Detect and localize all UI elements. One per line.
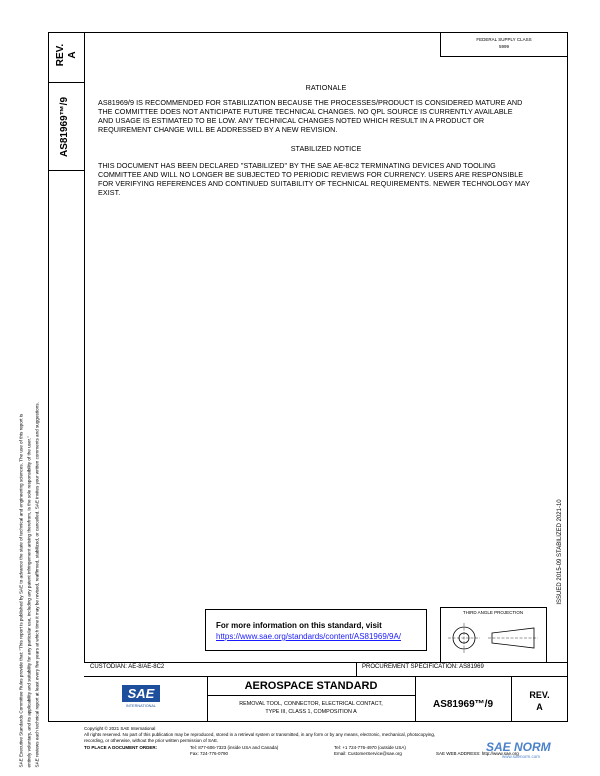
side-disclaimer-line2: entirely voluntary, and its applicability and suitability for any particular use, including any patent infringement arising therefrom, is the sole responsibility of the user." — [26, 436, 32, 768]
more-info-box — [205, 609, 427, 651]
left-rev-value: A — [67, 51, 78, 59]
item-name-line1: REMOVAL TOOL, CONNECTOR, ELECTRICAL CONTACT, — [239, 701, 383, 707]
left-rev-label: REV. — [55, 43, 66, 67]
projection-box-top — [440, 607, 546, 608]
svg-text:SAE: SAE — [127, 686, 155, 701]
order-tel-outside: Tel: +1 724-776-4970 (outside USA) — [334, 745, 406, 750]
footer-mid-line — [84, 676, 568, 677]
order-label: TO PLACE A DOCUMENT ORDER: — [84, 745, 158, 750]
custodian: CUSTODIAN: AE-8/AE-8C2 — [90, 664, 165, 670]
item-name-line2: TYPE III, CLASS 1, COMPOSITION A — [265, 709, 357, 715]
sae-logo — [118, 681, 164, 709]
left-doc-number: AS81969™/9 — [59, 96, 70, 158]
footer-doc-number: AS81969™/9 — [432, 699, 494, 710]
rationale-body: AS81969/9 IS RECOMMENDED FOR STABILIZATION BECAUSE THE PROCESSES/PRODUCT IS CONSIDERED MATURE AND THE COMMITTEE DOES NOT ANTICIPATE FUTURE TECHNICAL CHANGES. NO QPL SOURCE IS CURRENTLY AVAILABLE AND USAGE IS ESTIMATED TO BE LOW. ANY TECHNICAL CHANGES NOTED WHICH RESULT IN A PRODUCT OR REQUIREMENT CHANGE WILL BE ADDRESSED BY A NEW REVISION. — [98, 98, 523, 134]
fsc-code: 5999 — [498, 44, 509, 49]
projection-box-right — [546, 607, 547, 662]
rationale-heading: RATIONALE — [305, 83, 347, 92]
footer-rev-value: A — [536, 702, 543, 712]
standard-title: AEROSPACE STANDARD — [244, 680, 378, 692]
projection-box-left — [440, 607, 441, 662]
copyright-line1: Copyright © 2021 SAE International — [84, 726, 156, 731]
side-disclaimer-line3: SAE reviews each technical report at least every five years at which time it may be revised, reaffirmed, stabilized, or cancelled. SAE invites your written comments and suggestions. — [34, 402, 40, 768]
stabilized-heading: STABILIZED NOTICE — [290, 144, 362, 153]
side-disclaimer-line1: SAE Executive Standards Committee Rules provide that: "This report is published by SAE to advance the state of technical and engineering sciences. The use of this report is — [18, 413, 24, 768]
fsc-box-left — [440, 32, 441, 56]
procurement-spec: PROCUREMENT SPECIFICATION: AS81969 — [362, 664, 484, 670]
svg-text:INTERNATIONAL: INTERNATIONAL — [125, 704, 157, 708]
left-column-number-divider — [48, 170, 85, 171]
issue-dates: ISSUED 2015-09 STABILIZED 2021-10 — [557, 499, 563, 605]
copyright-line2: All rights reserved. No part of this publication may be reproduced, stored in a retrieval system or transmitted, in any form or by any means, electronic, mechanical, photocopying, — [84, 732, 436, 737]
footer-custodian-divider — [356, 662, 357, 676]
left-column-rev-divider — [48, 82, 85, 83]
footer-title-line — [207, 695, 415, 696]
fsc-box-bottom — [440, 56, 568, 57]
left-column-divider — [84, 32, 85, 662]
third-angle-projection-icon — [444, 618, 544, 658]
copyright-line3: recording, or otherwise, without the prior written permission of SAE. — [84, 738, 219, 743]
order-fax: Fax: 724-776-0790 — [190, 751, 229, 756]
sae-web-address: SAE WEB ADDRESS: http://www.sae.org — [436, 751, 519, 756]
fsc-label: FEDERAL SUPPLY CLASS — [476, 37, 532, 42]
watermark-logo — [486, 740, 586, 770]
order-email: Email: CustomerService@sae.org — [334, 751, 402, 756]
more-info-title: For more information on this standard, visit — [216, 621, 382, 630]
projection-label: THIRD ANGLE PROJECTION — [462, 610, 524, 615]
footer-top-line — [84, 662, 568, 663]
watermark-sub: www.saenorm.com — [502, 754, 541, 759]
stabilized-body: THIS DOCUMENT HAS BEEN DECLARED "STABILIZED" BY THE SAE AE-8C2 TERMINATING DEVICES AND TOOLING COMMITTEE AND WILL NO LONGER BE SUBJECTED TO PERIODIC REVIEWS FOR CURRENCY. USERS ARE RESPONSIBLE FOR VERIFYING REFERENCES AND CONTINUED SUITABILITY OF TECHNICAL REQUIREMENTS. NEWER TECHNOLOGY MAY EXIST. — [98, 161, 530, 197]
footer-rev-label: REV. — [529, 690, 550, 700]
order-tel-inside: Tel: 877-606-7323 (inside USA and Canada) — [190, 745, 279, 750]
watermark-text: SAE NORM — [486, 740, 551, 754]
standard-link[interactable]: https://www.sae.org/standards/content/AS81969/9A/ — [216, 632, 401, 641]
